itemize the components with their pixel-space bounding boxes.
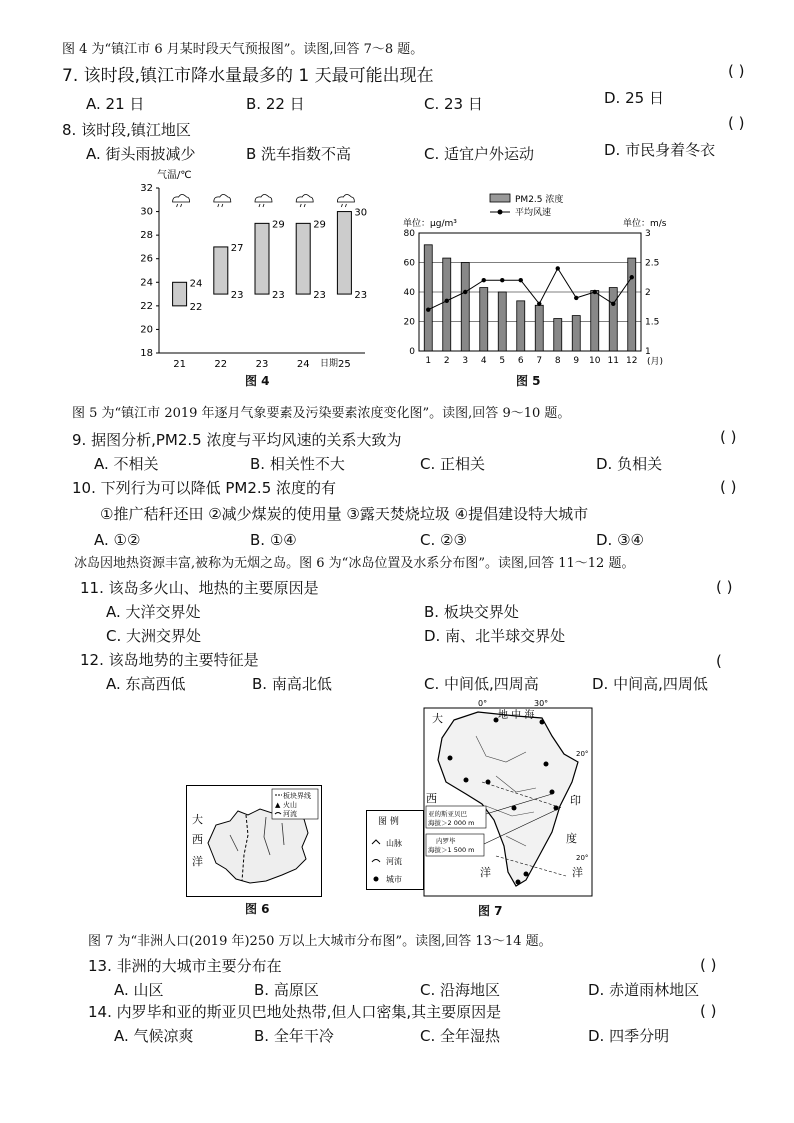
volcano-icon: ▲ [275,801,281,809]
city-marker [540,720,545,725]
q12-answer-paren[interactable]: ( [716,652,722,670]
fig5-wind-point [445,299,449,303]
fig5-ytick-left: 40 [403,288,415,298]
fig7-label-west: 西 [426,792,437,805]
fig7-legend-river: 河流 [386,857,402,866]
fig5-xtick-label: 10 [589,356,601,366]
q13-option-a[interactable]: A. 山区 [114,981,164,999]
fig7-legend-title: 图 例 [378,817,399,827]
fig7-legend-city: 城市 [386,875,402,884]
fig5-wind-point [519,278,523,282]
city-marker [486,780,491,785]
fig4-ytick-label: 24 [140,277,153,289]
fig5-ytick-right: 1.5 [645,317,660,328]
fig5-pm25-bar [572,316,580,351]
q10-option-d[interactable]: D. ③④ [596,531,644,549]
fig4-xtick-label: 25 [338,359,351,370]
fig5-xtick-label: 1 [425,356,432,366]
intro-9-10: 图 5 为“镇江市 2019 年逐月气象要素及污染要素浓度变化图”。读图,回答 9～10 题。 [72,406,571,421]
q11-option-b[interactable]: B. 板块交界处 [424,603,519,621]
fig4-low-label: 23 [354,290,368,302]
fig5-pm25-bar [498,292,506,351]
city-marker [516,880,521,885]
fig5-legend-wind-dot [498,210,503,215]
q9-answer-paren[interactable]: ( ) [720,428,737,446]
city-marker [544,762,549,767]
fig5-pm25-bar [609,288,617,351]
fig4-low-label: 22 [189,301,203,313]
fig5-wind-point [593,290,597,294]
fig5-xtick-label: 6 [517,356,524,366]
q14-option-d[interactable]: D. 四季分明 [588,1027,670,1045]
fig4-xunit: 日期 [320,359,339,369]
fig4-high-label: 30 [354,207,368,219]
q8-option-c[interactable]: C. 适宜户外运动 [424,145,535,163]
fig7-label-ocean: 洋 [480,866,491,879]
rain-cloud-icon [296,195,313,208]
q13-option-b[interactable]: B. 高原区 [254,981,319,999]
q9-option-a[interactable]: A. 不相关 [94,455,159,473]
fig5-pm25-bar [554,319,562,351]
fig5-wind-point [556,266,560,270]
fig7-lat20n: 20° [576,750,589,758]
fig5-xtick-label: 5 [499,356,506,366]
q8-option-b[interactable]: B 洗车指数不高 [246,145,352,163]
q11-answer-paren[interactable]: ( ) [716,578,733,596]
fig5-wind-point [630,275,634,279]
fig5-pm25-bar [443,258,451,351]
fig7-box1-name: 亚的斯亚贝巴 [428,810,467,818]
fig5-wind-point [482,278,486,282]
city-marker [550,790,555,795]
intro-7-8: 图 4 为“镇江市 6 月某时段天气预报图”。读图,回答 7～8 题。 [62,42,424,57]
fig6-ocean-char-2: 西 [192,833,203,846]
fig4-temp-bar [173,282,187,306]
fig5-pm25-bar [591,291,599,351]
figure-5-pm25-wind-chart [395,188,695,378]
q9-stem: 9. 据图分析,PM2.5 浓度与平均风速的关系大致为 [72,431,402,449]
q14-stem: 14. 内罗毕和亚的斯亚贝巴地处热带,但人口密集,其主要原因是 [88,1003,502,1021]
fig7-lon30: 30° [534,699,549,708]
q9-option-b[interactable]: B. 相关性不大 [250,455,345,473]
city-marker [524,872,529,877]
fig7-caption: 图 7 [478,904,503,918]
fig5-month-unit: (月) [647,357,664,367]
rain-cloud-icon [255,195,272,208]
fig4-xtick-label: 21 [173,359,186,370]
fig6-caption: 图 6 [245,902,270,916]
fig4-ytick-label: 20 [140,324,153,336]
q12-stem: 12. 该岛地势的主要特征是 [80,651,259,669]
q10-option-a[interactable]: A. ①② [94,531,141,549]
fig5-ytick-left: 80 [403,229,415,239]
q8-answer-paren[interactable]: ( ) [728,114,745,132]
fig4-xtick-label: 23 [255,359,269,370]
fig5-ytick-left: 20 [403,317,415,328]
fig5-wind-point [500,278,504,282]
q12-option-b[interactable]: B. 南高北低 [252,675,332,693]
q8-option-d[interactable]: D. 市民身着冬衣 [604,141,716,159]
fig5-ytick-right: 2 [645,288,651,298]
fig7-lon0: 0° [478,699,488,708]
fig4-high-label: 29 [272,219,285,231]
fig7-label-sea: 地 中 海 [498,710,535,721]
q14-answer-paren[interactable]: ( ) [700,1002,717,1020]
fig7-label-india2: 度 [566,832,577,845]
q14-option-a[interactable]: A. 气候凉爽 [114,1027,194,1045]
q10-stem: 10. 下列行为可以降低 PM2.5 浓度的有 [72,479,337,497]
rain-cloud-icon [337,195,354,208]
fig5-legend-pm-swatch [490,194,510,202]
q13-answer-paren[interactable]: ( ) [700,956,717,974]
q7-option-b[interactable]: B. 22 日 [246,95,305,113]
fig5-xtick-label: 4 [480,356,487,366]
fig4-temp-bar [214,247,228,294]
fig5-xtick-label: 7 [536,356,543,366]
fig4-ytick-label: 26 [140,253,153,265]
fig4-temp-bar [337,212,351,294]
fig4-high-label: 29 [313,219,326,231]
fig5-ytick-right: 1 [645,347,651,357]
fig6-legend-river: 河流 [283,810,297,818]
fig7-label-top: 大 [432,712,443,725]
city-marker [554,806,559,811]
fig4-temp-bar [296,223,310,294]
fig4-ytick-label: 18 [140,348,153,359]
fig4-ylabel: 气温/℃ [157,170,192,181]
q9-option-c[interactable]: C. 正相关 [420,455,486,473]
fig6-ocean-char-3: 洋 [192,855,203,868]
q11-option-d[interactable]: D. 南、北半球交界处 [424,627,566,645]
fig6-ocean-char-1: 大 [192,813,203,826]
intro-13-14: 图 7 为“非洲人口(2019 年)250 万以上大城市分布图”。读图,回答 13～14 题。 [88,934,552,949]
fig5-pm25-bar [480,288,488,351]
fig4-low-label: 23 [313,290,326,302]
intro-11-12: 冰岛因地热资源丰富,被称为无烟之岛。图 6 为“冰岛位置及水系分布图”。读图,回答 11～12 题。 [74,556,635,571]
fig5-unit-left: 单位：μg/m³ [403,219,457,229]
q14-option-c[interactable]: C. 全年湿热 [420,1027,501,1045]
q10-answer-paren[interactable]: ( ) [720,478,737,496]
fig7-label-india3: 洋 [572,866,583,879]
fig4-ytick-label: 28 [140,230,153,242]
fig5-xtick-label: 3 [462,356,469,366]
fig5-caption: 图 5 [516,374,541,388]
fig5-ytick-left: 60 [403,258,415,269]
fig5-unit-right: 单位：m/s [623,219,667,229]
fig4-low-label: 23 [272,290,285,302]
fig5-wind-line [428,268,632,309]
fig5-wind-point [463,290,467,294]
fig5-ytick-right: 3 [645,229,651,239]
fig4-caption: 图 4 [245,374,270,388]
fig6-legend-volcano: 火山 [283,801,297,809]
city-marker [448,756,453,761]
fig7-legend-mountain: 山脉 [386,839,402,848]
fig5-legend-pm: PM2.5 浓度 [515,195,564,205]
fig7-label-india1: 印 [570,794,581,807]
fig5-wind-point [426,308,430,312]
q11-option-a[interactable]: A. 大洋交界处 [106,603,201,621]
fig5-wind-point [611,302,615,306]
q12-option-a[interactable]: A. 东高西低 [106,675,186,693]
fig4-xtick-label: 24 [296,359,310,370]
fig5-pm25-bar [461,263,469,352]
city-marker [464,778,469,783]
fig5-ytick-right: 2.5 [645,258,660,269]
fig5-pm25-bar [628,258,636,351]
fig7-box1-elev: 海拔＞2 000 m [428,819,475,827]
fig7-legend [366,810,424,890]
q8-option-a[interactable]: A. 街头雨披减少 [86,145,196,163]
fig4-high-label: 24 [189,278,203,290]
fig5-xtick-label: 2 [443,356,450,366]
q13-option-d[interactable]: D. 赤道雨林地区 [588,981,700,999]
q8-stem: 8. 该时段,镇江地区 [62,121,191,139]
q11-option-c[interactable]: C. 大洲交界处 [106,627,202,645]
fig4-temp-bar [255,223,269,294]
fig5-xtick-label: 11 [607,356,619,366]
fig4-xtick-label: 22 [214,359,228,370]
rain-cloud-icon [173,195,190,208]
fig4-ytick-label: 22 [140,300,153,312]
fig4-low-label: 23 [230,290,244,302]
q7-option-a[interactable]: A. 21 日 [86,95,145,113]
q10-option-c[interactable]: C. ②③ [420,531,467,549]
fig6-legend-boundary: 板块界线 [283,792,311,800]
q10-statements: ①推广秸秆还田 ②减少煤炭的使用量 ③露天焚烧垃圾 ④提倡建设特大城市 [100,505,589,523]
fig4-ytick-label: 30 [140,206,153,218]
q12-option-c[interactable]: C. 中间低,四周高 [424,675,539,693]
fig5-wind-point [537,302,541,306]
q7-stem: 7. 该时段,镇江市降水量最多的 1 天最可能出现在 [62,66,434,86]
fig7-box2-name: 内罗毕 [436,837,456,845]
fig5-xtick-label: 9 [573,356,580,366]
q7-answer-paren[interactable]: ( ) [728,62,745,80]
q13-stem: 13. 非洲的大城市主要分布在 [88,957,282,975]
fig5-pm25-bar [535,305,543,351]
fig5-legend-wind: 平均风速 [515,208,552,218]
q9-option-d[interactable]: D. 负相关 [596,455,663,473]
fig5-xtick-label: 12 [626,356,638,366]
q12-option-d[interactable]: D. 中间高,四周低 [592,675,708,693]
fig5-ytick-left: 0 [409,347,415,357]
fig4-high-label: 27 [230,242,244,254]
rain-cloud-icon [214,195,231,208]
q13-option-c[interactable]: C. 沿海地区 [420,981,501,999]
fig6-legend [272,789,318,819]
q7-option-d[interactable]: D. 25 日 [604,89,664,107]
fig7-lat20s: 20° [576,854,589,862]
figure-6-iceland-map [186,785,322,897]
fig5-wind-point [574,296,578,300]
q7-option-c[interactable]: C. 23 日 [424,95,483,113]
q14-option-b[interactable]: B. 全年干冷 [254,1027,334,1045]
fig5-xtick-label: 8 [554,356,561,366]
fig4-ytick-label: 32 [140,183,153,194]
q11-stem: 11. 该岛多火山、地热的主要原因是 [80,579,319,597]
figure-4-temperature-chart [135,168,375,388]
fig5-pm25-bar [517,301,525,351]
fig7-box2-elev: 海拔＞1 500 m [428,846,475,854]
q10-option-b[interactable]: B. ①④ [250,531,297,549]
city-icon [374,877,379,882]
fig5-pm25-bar [424,245,432,351]
